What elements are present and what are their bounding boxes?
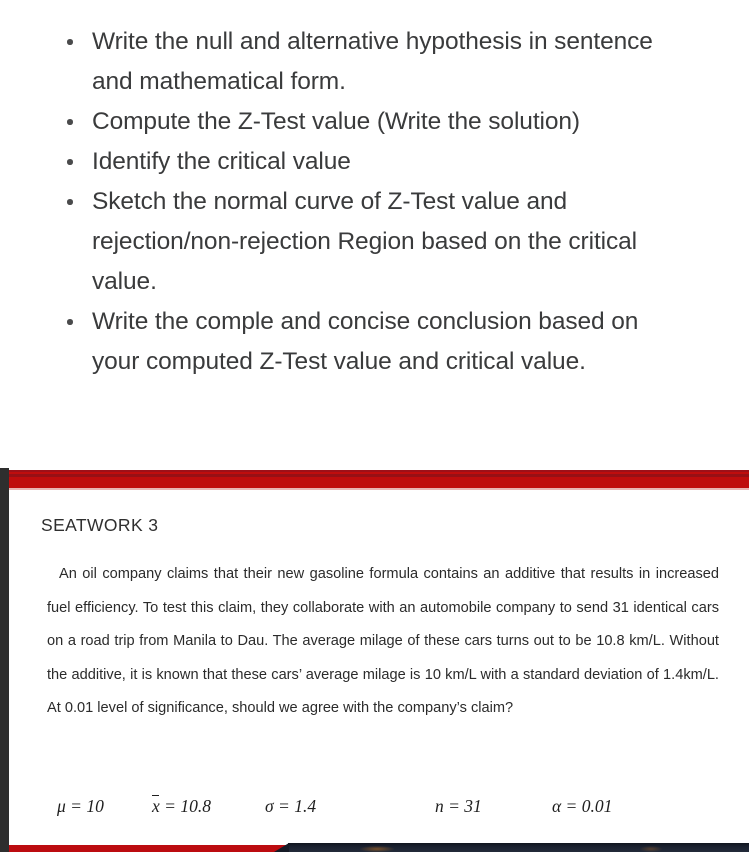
slide-left-edge-band — [0, 468, 9, 845]
bullet-dot-icon — [67, 159, 73, 165]
list-item-text: Identify the critical value — [92, 148, 351, 175]
given-mu: μ = 10 — [57, 796, 104, 816]
bullet-dot-icon — [67, 119, 73, 125]
list-item-text: Sketch the normal curve of Z-Test value and rejection/non-rejection Region based on the critical value. — [92, 188, 638, 295]
bullet-dot-icon — [67, 199, 73, 205]
list-item-text: Write the comple and concise conclusion based on your computed Z-Test value and critical value. — [92, 308, 639, 375]
slide-bottom-accent-red — [9, 845, 296, 852]
bullet-dot-icon — [67, 39, 73, 45]
bottom-glow-highlight-secondary — [640, 846, 662, 852]
xbar-symbol: x — [152, 796, 160, 816]
slide-bottom-left-dark — [0, 845, 9, 852]
problem-statement: An oil company claims that their new gasoline formula contains an additive that results in increased fuel efficiency. To test this claim, they collaborate with an automobile company to send 31 identical cars on a road trip from Manila to Dau. The average milage of these cars turns out to be 10.8 km/L. Without the additive, it is known that these cars’ average milage is 10 km/L with a standard deviation of 1.4km/L. At 0.01 level of significance, should we agree with the company’s claim? — [47, 566, 719, 716]
list-item — [62, 102, 687, 142]
presentation-slide — [0, 466, 749, 845]
list-item-text: Compute the Z-Test value (Write the solution) — [92, 108, 580, 135]
bullet-dot-icon — [67, 319, 73, 325]
given-values-row — [47, 796, 719, 826]
slide-title: SEATWORK 3 — [41, 515, 159, 535]
slide-bottom-navy-band — [288, 843, 749, 852]
list-item — [62, 22, 687, 102]
slide-accent-bar-bottom-line — [9, 488, 749, 490]
given-xbar — [152, 796, 211, 817]
instruction-list — [62, 22, 687, 382]
xbar-value: = 10.8 — [159, 796, 211, 816]
list-item — [62, 302, 687, 382]
slide-accent-bar-stripe — [9, 474, 749, 477]
given-sigma: σ = 1.4 — [265, 796, 317, 816]
given-alpha: α = 0.01 — [552, 796, 613, 816]
list-item-text: Write the null and alternative hypothesis in sentence and mathematical form. — [92, 28, 653, 95]
list-item — [62, 182, 687, 302]
bottom-glow-highlight — [360, 846, 394, 852]
slide-accent-bar-top-line — [9, 470, 749, 472]
slide-accent-bar — [9, 470, 749, 489]
list-item — [62, 142, 687, 182]
given-n: n = 31 — [435, 796, 482, 816]
